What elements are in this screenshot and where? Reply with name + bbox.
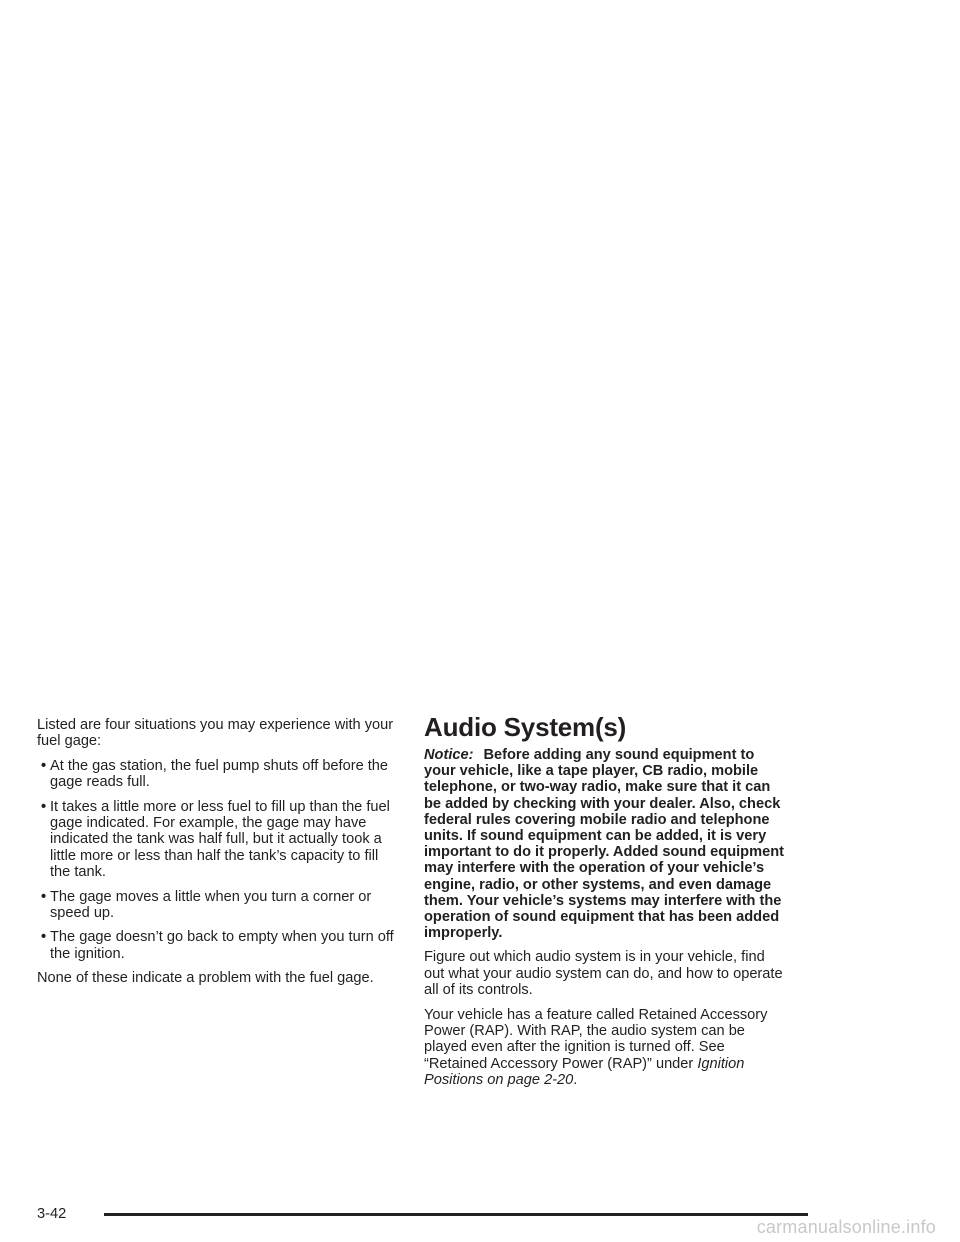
list-item <box>37 889 397 922</box>
list-item <box>37 758 397 791</box>
bullet-icon: • <box>41 929 47 946</box>
bullet-icon: • <box>41 798 47 815</box>
site-watermark: carmanualsonline.info <box>756 1217 936 1237</box>
fuel-gage-intro: Listed are four situations you may experience with your fuel gage: <box>37 717 394 750</box>
section-title: Audio System(s) <box>424 712 627 742</box>
footer-rule <box>104 1213 808 1216</box>
rap-paragraph <box>424 1007 786 1089</box>
list-item <box>37 929 397 962</box>
list-item-text: At the gas station, the fuel pump shuts off before the gage reads full. <box>50 757 389 791</box>
notice-paragraph <box>424 747 786 941</box>
bullet-icon: • <box>41 888 47 905</box>
list-item-text: The gage moves a little when you turn a corner or speed up. <box>50 888 372 922</box>
page-number: 3-42 <box>37 1206 67 1222</box>
rap-text: Your vehicle has a feature called Retained Accessory Power (RAP). With RAP, the audio system can be played even after the ignition is turned off. See “Retained Accessory Power (RAP)” under <box>424 1006 768 1072</box>
notice-label: Notice: <box>424 747 474 763</box>
left-column <box>37 717 397 987</box>
list-item-text: The gage doesn’t go back to empty when you turn off the ignition. <box>50 929 394 962</box>
fuel-gage-closing: None of these indicate a problem with the fuel gage. <box>37 970 374 987</box>
rap-period: . <box>573 1072 578 1089</box>
audio-system-paragraph: Figure out which audio system is in your vehicle, find out what your audio system can do, and how to operate all of its controls. <box>424 949 783 999</box>
bullet-icon: • <box>41 757 47 774</box>
list-item <box>37 799 397 881</box>
notice-text: Before adding any sound equipment to your vehicle, like a tape player, CB radio, mobile telephone, or two-way radio, make sure that it can be added by checking with your dealer. Also, check federal rules covering mobile radio and telephone units. If sound equipment can be added, it is very important to do it properly. Added sound equipment may interfere with the operation of your vehicle’s engine, radio, or other systems, and even damage them. Your vehicle’s systems may interfere with the operation of sound equipment that has been added improperly. <box>424 747 784 942</box>
ignition-positions-link[interactable]: Ignition Positions on page 2-20 <box>424 1055 745 1089</box>
fuel-gage-situations-list <box>37 758 397 962</box>
list-item-text: It takes a little more or less fuel to fill up than the fuel gage indicated. For example, the gage may have indicated the tank was half full, but it actually took a little more or less than half the tank’s capacity to fill the tank. <box>50 798 390 881</box>
right-column <box>424 712 786 1097</box>
